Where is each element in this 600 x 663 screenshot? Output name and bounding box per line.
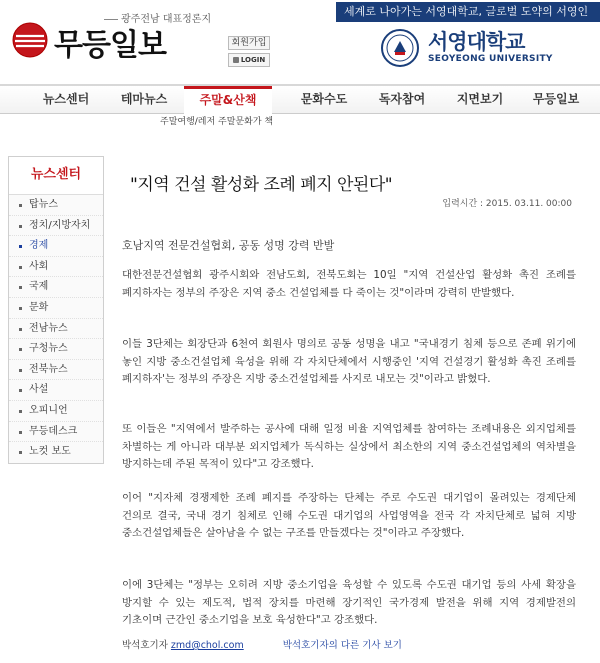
sidebar-item-jeonnam-news[interactable]: [9, 319, 103, 340]
site-logo[interactable]: [12, 10, 212, 63]
bullet-icon: [19, 204, 22, 207]
sidebar: [8, 156, 104, 464]
sidebar-title: 뉴스센터: [9, 157, 103, 195]
article-paragraph: 또 이들은 "지역에서 발주하는 공사에 대해 일정 비율 지역업체를 참여하는 조례내용은 외지업체를 차별하는 게 아니라 대부분 외지업체가 독식하는 실상에서 최소한의 지역 중소건설업체의 역차별을 방지하는데 주된 목적이 있다"고 강조했다.: [122, 423, 576, 470]
sidebar-item-desk[interactable]: [9, 422, 103, 443]
member-buttons: [228, 36, 272, 67]
article-paragraph: 이에 3단체는 "정부는 오히려 지방 중소기업을 육성할 수 있도록 수도권 대기업 등의 사세 확장을 방지할 수 있는 제도적, 법적 장치를 마련해 장기적인 국가경제 발전을 위해 지역 경제발전의 기초이며 근간인 중소기업을 보호 육성한다"고 강조했다.: [122, 579, 576, 626]
sidebar-item-economy[interactable]: [9, 236, 103, 257]
logo-emblem-icon: [12, 22, 48, 58]
sidebar-item-label: 오피니언: [29, 404, 68, 416]
sidebar-item-label: 전남뉴스: [29, 322, 68, 334]
sidebar-item-label: 노컷 보도: [29, 446, 71, 458]
university-ad-banner[interactable]: [336, 2, 600, 72]
sidebar-item-label: 무등데스크: [29, 425, 78, 437]
nav-item-weekend-walk[interactable]: 주말&산책: [184, 86, 272, 114]
sidebar-item-top-news[interactable]: [9, 195, 103, 216]
main-nav: [0, 84, 600, 114]
university-seal-icon: [380, 28, 420, 68]
bullet-icon: [19, 431, 22, 434]
article-paragraph: 이들 3단체는 회장단과 6천여 회원사 명의로 공동 성명을 내고 "국내경기 침체 등으로 존폐 위기에 놓인 지방 중소건설업체 육성을 위해 각 자치단체에서 시행중인 '지역 건설경기 활성화 촉진 조례를 폐지하자'는 정부의 주장은 지방 중소건설업체를 사지로 내모는 것"이라고 밝혔다.: [122, 338, 576, 385]
bullet-icon: [19, 389, 22, 392]
sidebar-item-opinion[interactable]: [9, 401, 103, 422]
sidebar-item-label: 전북뉴스: [29, 363, 68, 375]
ad-slogan: 세계로 나아가는 서영대학교, 글로벌 도약의 서영인: [336, 2, 600, 22]
sub-nav[interactable]: 주말여행/레저 주말문화가 책: [160, 117, 274, 127]
sidebar-item-label: 구청뉴스: [29, 343, 68, 355]
sidebar-item-editorial[interactable]: [9, 380, 103, 401]
sidebar-item-international[interactable]: [9, 277, 103, 298]
sidebar-item-label: 사회: [29, 260, 49, 272]
byline-reporter: 박석호기자: [122, 640, 168, 651]
article-paragraph: 이어 "지자체 경쟁제한 조례 폐지를 주장하는 단체는 주로 수도권 대기업이 몰려있는 경제단체 건의로 결국, 국내 경기 침체로 인해 수도권 대기업의 사업영역을 전국 각 자치단체로 넓혀 지방 중소건설업체들은 살아남을 수 없는 구조를 만들겠다는 것"이라고 주장했다.: [122, 492, 576, 539]
sidebar-item-label: 탑뉴스: [29, 199, 58, 210]
nav-item-mudeung-ilbo[interactable]: 무등일보: [532, 92, 580, 106]
sidebar-item-label: 국제: [29, 281, 49, 293]
article-subheading: 호남지역 전문건설협회, 공동 성명 강력 반발: [122, 239, 335, 252]
bullet-icon: [19, 328, 22, 331]
lock-icon: [233, 57, 239, 63]
ad-university-name: 서영대학교: [428, 30, 525, 54]
nav-item-culture-capital[interactable]: 문화수도: [300, 92, 348, 106]
sidebar-item-politics[interactable]: [9, 216, 103, 237]
sidebar-item-culture[interactable]: [9, 298, 103, 319]
bullet-icon: [19, 410, 22, 413]
bullet-icon: [19, 266, 22, 269]
login-label: LOGIN: [240, 56, 266, 64]
byline-email-link[interactable]: zmd@chol.com: [170, 640, 244, 651]
sidebar-item-label: 사설: [29, 384, 49, 396]
bullet-icon: [19, 245, 22, 248]
bullet-icon: [19, 286, 22, 289]
bullet-icon: [19, 225, 22, 228]
bullet-icon: [19, 348, 22, 351]
ad-university-english: SEOYEONG UNIVERSITY: [428, 54, 553, 64]
more-articles-link[interactable]: 박석호기자의 다른 기사 보기: [282, 640, 402, 651]
sidebar-item-district-news[interactable]: [9, 339, 103, 360]
logo-text: 무등일보: [54, 28, 166, 63]
ad-body: [336, 22, 600, 72]
article-byline: [122, 637, 402, 651]
bullet-icon: [19, 369, 22, 372]
site-header: [0, 0, 600, 80]
sidebar-item-label: 경제: [29, 240, 49, 252]
bullet-icon: [19, 307, 22, 310]
sidebar-item-jeonbuk-news[interactable]: [9, 360, 103, 381]
nav-item-news-center[interactable]: 뉴스센터: [42, 92, 90, 106]
sidebar-item-nocut-report[interactable]: [9, 442, 103, 463]
nav-item-paper-view[interactable]: 지면보기: [456, 92, 504, 106]
nav-item-reader-participation[interactable]: 독자참여: [378, 92, 426, 106]
sidebar-item-label: 문화: [29, 301, 49, 313]
article-headline: "지역 건설 활성화 조례 폐지 안된다": [130, 175, 393, 195]
nav-item-theme-news[interactable]: 테마뉴스: [120, 92, 168, 106]
join-button[interactable]: 회원가입: [228, 36, 270, 50]
sidebar-item-society[interactable]: [9, 257, 103, 278]
article-paragraph: 대한전문건설협회 광주시회와 전남도회, 전북도회는 10일 "지역 건설산업 활성화 촉진 조례를 폐지하자는 정부의 주장은 지역 중소 건설업체를 다 죽이는 것"이라며 강력히 반발했다.: [122, 269, 576, 299]
sidebar-item-label: 정치/지방자치: [29, 219, 91, 231]
article-date: 입력시간 : 2015. 03.11. 00:00: [442, 199, 572, 209]
logo-slogan: 광주전남 대표정론지: [104, 10, 211, 25]
login-button[interactable]: [228, 53, 270, 67]
bullet-icon: [19, 451, 22, 454]
